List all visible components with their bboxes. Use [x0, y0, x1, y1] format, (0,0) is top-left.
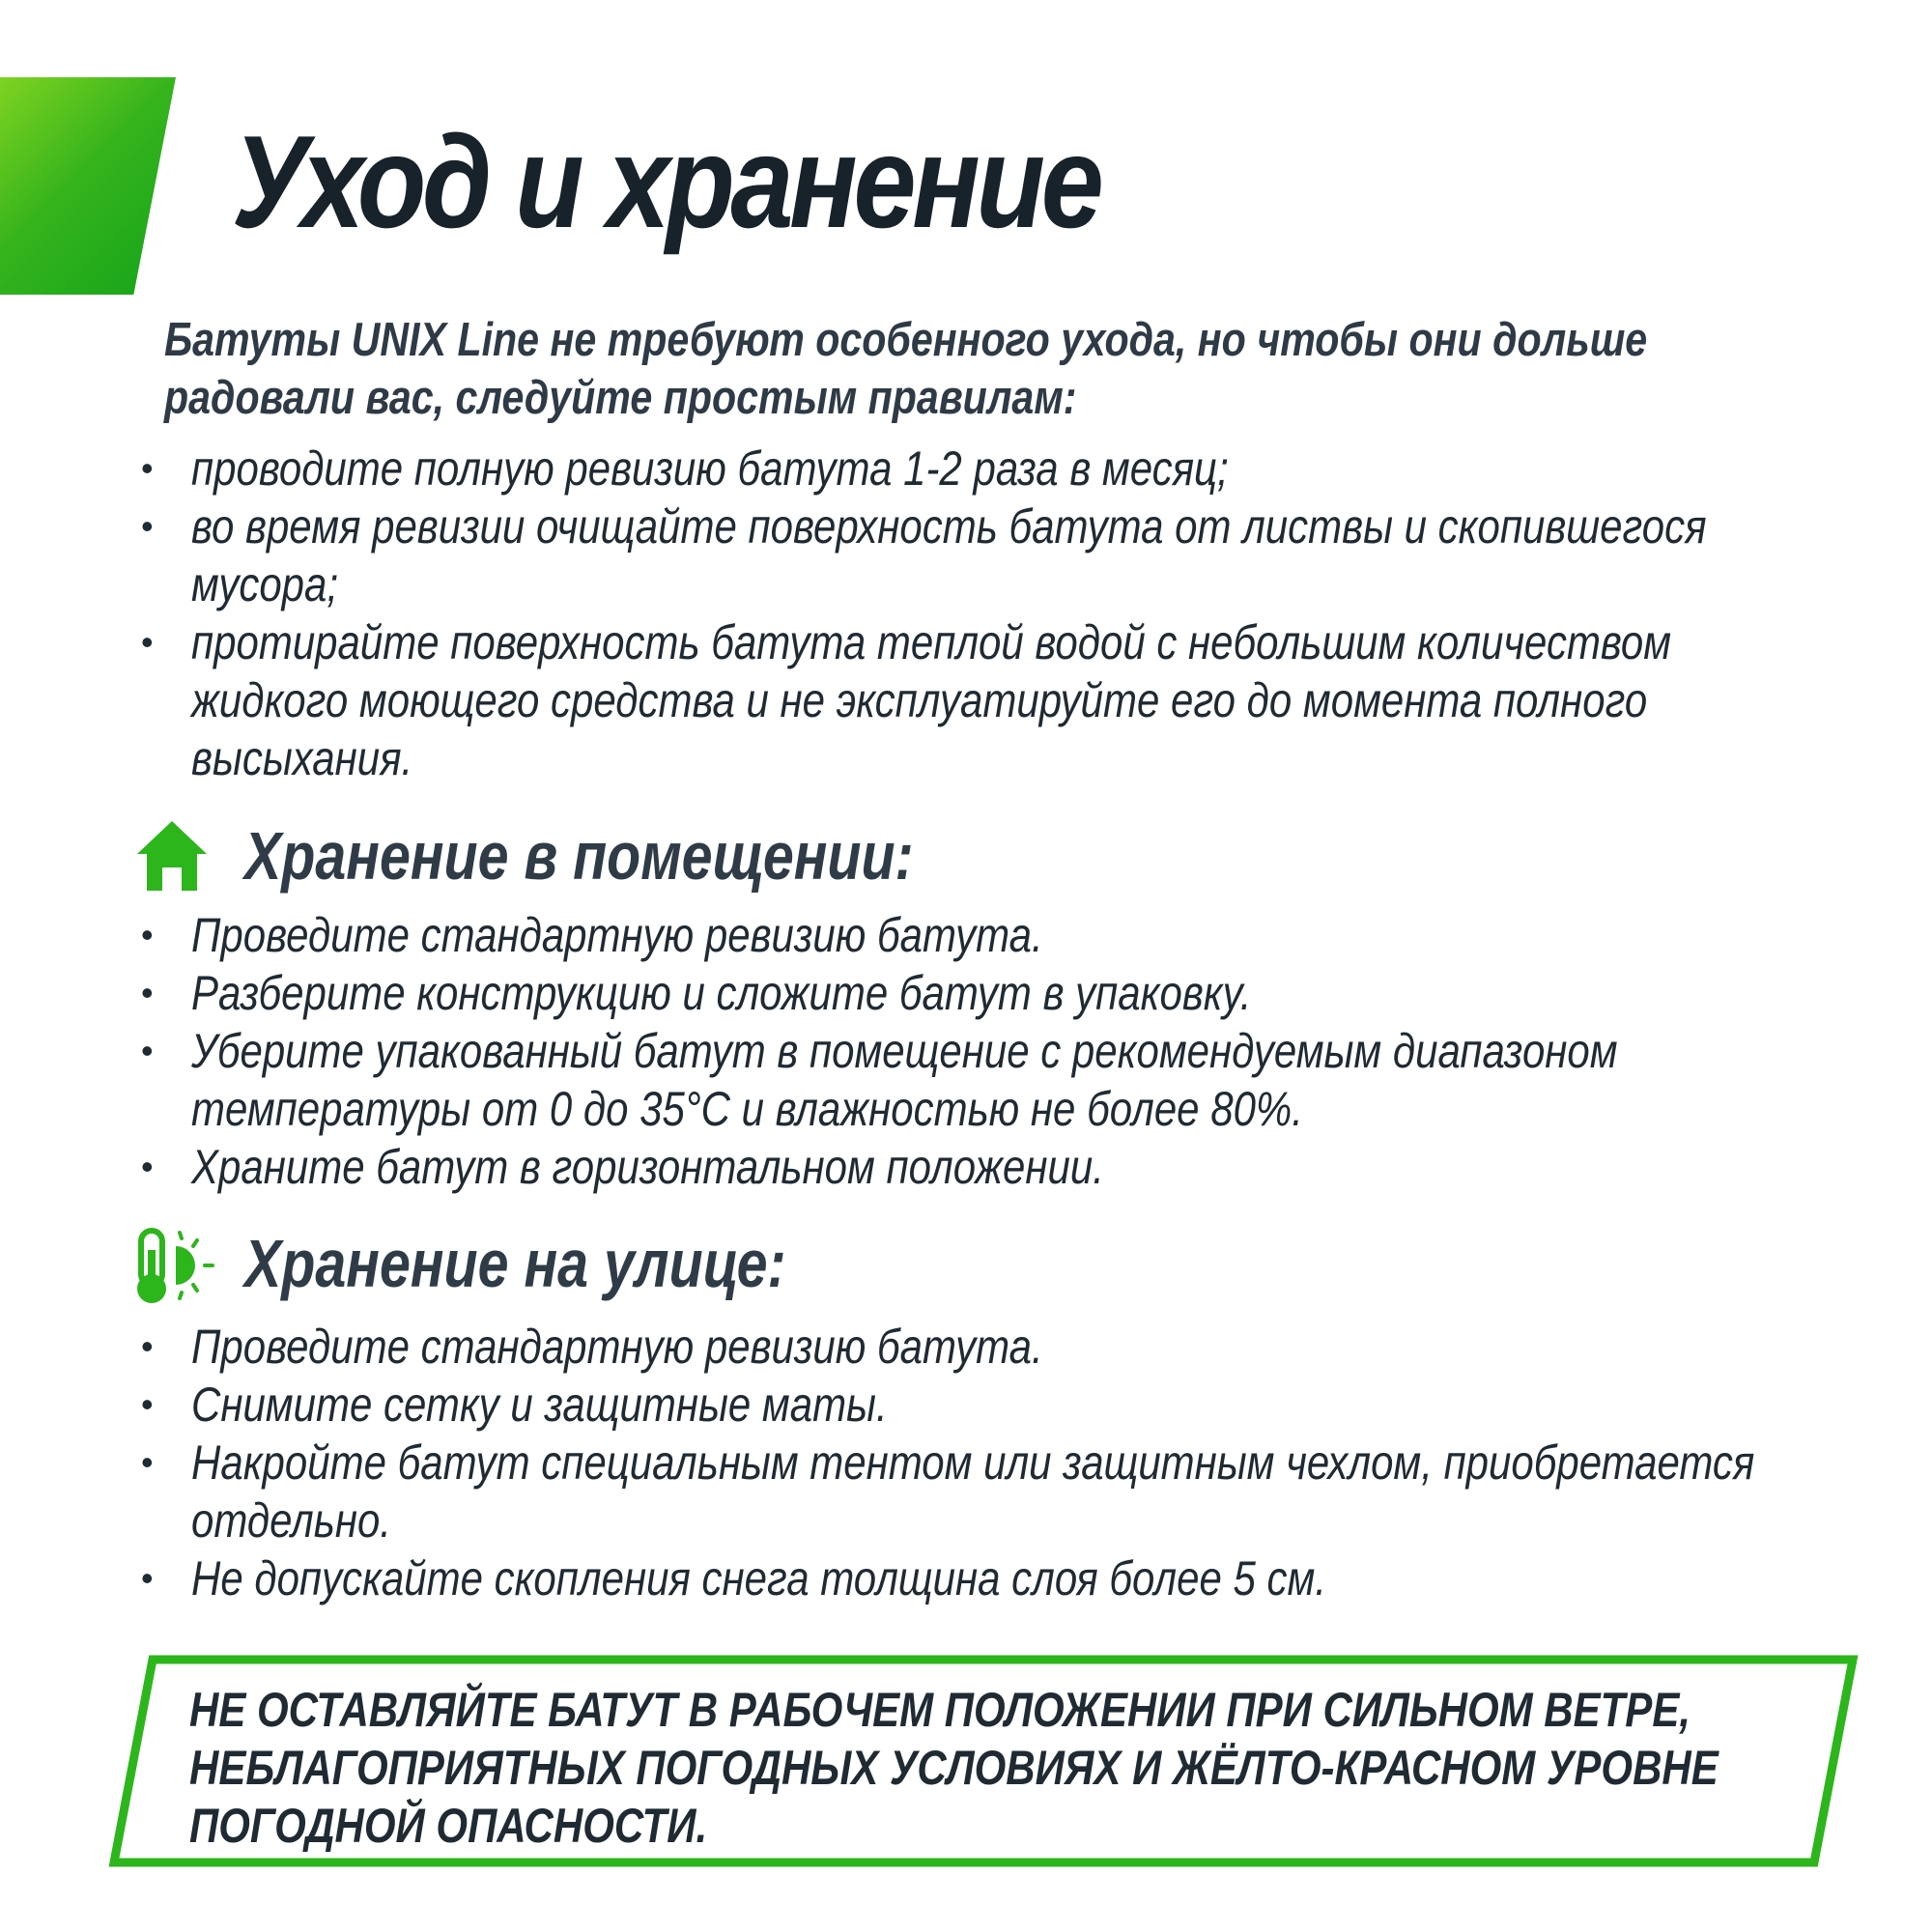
warning-line: НЕ ОСТАВЛЯЙТЕ БАТУТ В РАБОЧЕМ ПОЛОЖЕНИИ ПРИ СИЛЬНОМ ВЕТРЕ, — [189, 1683, 1690, 1737]
list-item-line: температуры от 0 до 35°С и влажностью не более 80%. — [191, 1082, 1303, 1136]
house-icon — [133, 817, 211, 895]
list-item — [135, 1318, 1932, 1376]
list-item — [135, 440, 1932, 497]
list-item-line: Проведите стандартную ревизию батута. — [191, 1320, 1043, 1374]
indoor-list — [135, 906, 1889, 1196]
list-item — [135, 1022, 1889, 1138]
list-item — [135, 613, 1932, 787]
list-item-line: во время ревизии очищайте поверхность батута от листвы и скопившегося — [191, 499, 1707, 554]
list-item — [135, 906, 1889, 964]
intro-line: радовали вас, следуйте простым правилам: — [164, 372, 1077, 424]
warning-line: НЕБЛАГОПРИЯТНЫХ ПОГОДНЫХ УСЛОВИЯХ И ЖЁЛТО-КРАСНОМ УРОВНЕ — [189, 1741, 1719, 1795]
list-item-line: Снимите сетку и защитные маты. — [191, 1378, 888, 1432]
list-item-line: Не допускайте скопления снега толщина слоя более 5 см. — [191, 1551, 1327, 1605]
intro-line: Батуты UNIX Line не требуют особенного ухода, но чтобы они дольше — [164, 314, 1648, 366]
list-item-line: Храните батут в горизонтальном положении. — [191, 1140, 1104, 1194]
bullet-icon: • — [141, 1442, 154, 1482]
bullet-icon: • — [141, 622, 154, 662]
bullet-icon: • — [141, 506, 154, 546]
list-item-line: Проведите стандартную ревизию батута. — [191, 908, 1043, 962]
list-item — [135, 497, 1932, 613]
page-title: Уход и хранение — [232, 108, 1100, 255]
list-item — [135, 1549, 1932, 1607]
bullet-icon: • — [141, 915, 154, 954]
care-list — [135, 440, 1932, 787]
warning-box — [108, 1654, 1859, 1868]
list-item — [135, 1434, 1932, 1549]
bullet-icon: • — [141, 448, 154, 488]
bullet-icon: • — [141, 1326, 154, 1366]
indoor-heading-text: Хранение в помещении: — [244, 818, 914, 894]
thermometer-sun-icon — [133, 1225, 216, 1308]
list-item — [135, 1138, 1889, 1196]
bullet-icon: • — [141, 1384, 154, 1424]
green-accent-bar — [0, 77, 176, 295]
bullet-icon: • — [141, 1147, 154, 1186]
list-item — [135, 1376, 1932, 1434]
list-item-line: Накройте батут специальным тентом или защитным чехлом, приобретается — [191, 1435, 1755, 1490]
list-item-line: Разберите конструкцию и сложите батут в упаковку. — [191, 966, 1252, 1020]
outdoor-list — [135, 1318, 1932, 1607]
list-item — [135, 964, 1889, 1022]
outdoor-heading-text: Хранение на улице: — [244, 1226, 786, 1301]
warning-text — [189, 1681, 1932, 1855]
list-item-line: проводите полную ревизию батута 1-2 раза в месяц; — [191, 441, 1229, 496]
list-item-line: высыхания. — [191, 731, 413, 785]
warning-line: ПОГОДНОЙ ОПАСНОСТИ. — [189, 1799, 708, 1853]
bullet-icon: • — [141, 973, 154, 1012]
list-item-line: жидкого моющего средства и не эксплуатируйте его до момента полного — [191, 673, 1648, 727]
list-item-line: мусора; — [191, 557, 339, 611]
list-item-line: отдельно. — [191, 1493, 391, 1548]
list-item-line: протирайте поверхность батута теплой водой с небольшим количеством — [191, 615, 1672, 669]
list-item-line: Уберите упакованный батут в помещение с рекомендуемым диапазоном — [191, 1024, 1618, 1078]
bullet-icon: • — [141, 1558, 154, 1598]
bullet-icon: • — [141, 1031, 154, 1070]
intro-paragraph — [164, 311, 1930, 427]
